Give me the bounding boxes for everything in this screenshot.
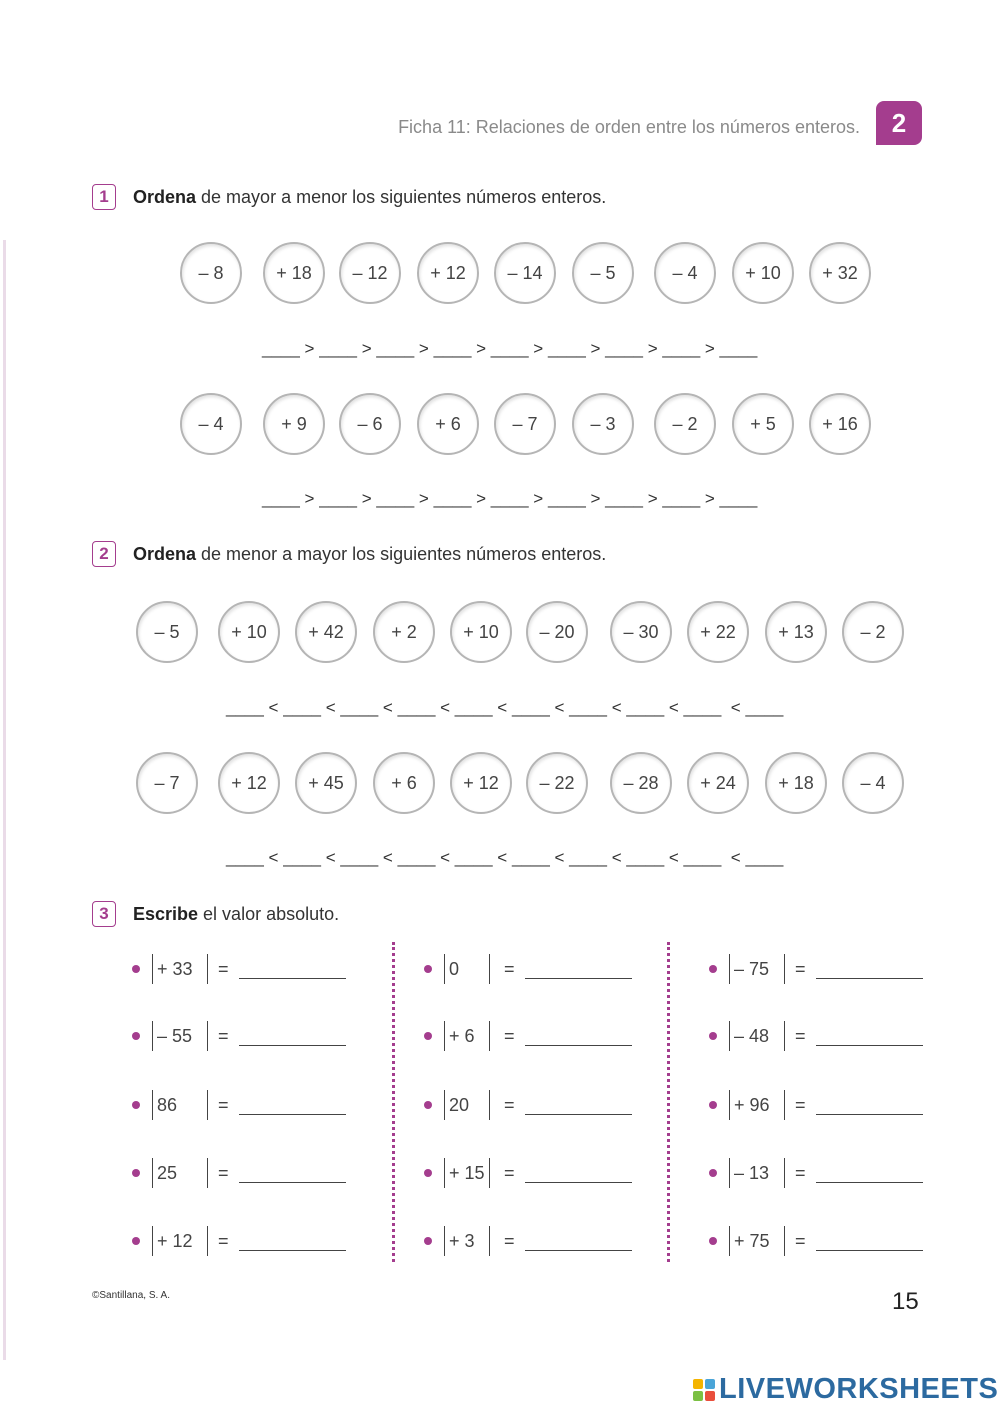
column-divider-1 bbox=[392, 942, 395, 1262]
answer-blank[interactable] bbox=[816, 1027, 923, 1046]
exercise-3-number: 3 bbox=[92, 901, 116, 927]
column-divider-2 bbox=[667, 942, 670, 1262]
exercise-1-number: 1 bbox=[92, 184, 116, 210]
answer-blank[interactable] bbox=[816, 960, 923, 979]
exercise-2-row-1-number-circle[interactable]: + 2 bbox=[373, 601, 435, 663]
bullet-icon bbox=[132, 965, 140, 973]
liveworksheets-logo-icon bbox=[693, 1379, 715, 1401]
equals-sign: = bbox=[504, 1094, 515, 1115]
exercise-1-row-2-number-circle[interactable]: – 4 bbox=[180, 393, 242, 455]
exercise-2-answer-line-1[interactable]: ____ < ____ < ____ < ____ < ____ < ____ < ____ < ____ < ____ < ____ bbox=[226, 698, 784, 717]
equals-sign: = bbox=[795, 1094, 806, 1115]
answer-blank[interactable] bbox=[816, 1232, 923, 1251]
absolute-value-item bbox=[424, 1158, 632, 1188]
answer-blank[interactable] bbox=[239, 960, 346, 979]
bullet-icon bbox=[424, 1169, 432, 1177]
exercise-1-row-1-number-circle[interactable]: + 10 bbox=[732, 242, 794, 304]
exercise-2-row-2-number-circle[interactable]: – 7 bbox=[136, 752, 198, 814]
answer-blank[interactable] bbox=[816, 1164, 923, 1183]
bullet-icon bbox=[424, 1237, 432, 1245]
exercise-2-row-1-number-circle[interactable]: + 10 bbox=[450, 601, 512, 663]
answer-blank[interactable] bbox=[239, 1232, 346, 1251]
absolute-value-expression: 86 bbox=[152, 1090, 208, 1120]
exercise-2-row-1-number-circle[interactable]: – 20 bbox=[526, 601, 588, 663]
equals-sign: = bbox=[504, 1025, 515, 1046]
absolute-value-expression: + 15 bbox=[444, 1158, 490, 1188]
liveworksheets-logo[interactable] bbox=[693, 1373, 998, 1406]
exercise-2-row-1-number-circle[interactable]: – 2 bbox=[842, 601, 904, 663]
answer-blank[interactable] bbox=[525, 1232, 632, 1251]
absolute-value-expression: – 48 bbox=[729, 1021, 785, 1051]
exercise-2-row-1-number-circle[interactable]: + 22 bbox=[687, 601, 749, 663]
exercise-1-answer-line-2[interactable]: ____ > ____ > ____ > ____ > ____ > ____ > ____ > ____ > ____ bbox=[262, 489, 758, 508]
exercise-3-heading bbox=[92, 901, 339, 927]
absolute-value-item bbox=[709, 1158, 923, 1188]
absolute-value-item bbox=[132, 954, 346, 984]
unit-badge: 2 bbox=[876, 101, 922, 145]
absolute-value-item bbox=[424, 1226, 632, 1256]
absolute-value-item bbox=[132, 1226, 346, 1256]
liveworksheets-logo-text: LIVEWORKSHEETS bbox=[719, 1373, 999, 1405]
equals-sign: = bbox=[218, 1025, 229, 1046]
bullet-icon bbox=[424, 1101, 432, 1109]
exercise-2-instruction: de menor a mayor los siguientes números enteros. bbox=[201, 543, 607, 564]
exercise-1-row-1-number-circle[interactable]: + 12 bbox=[417, 242, 479, 304]
absolute-value-expression: + 96 bbox=[729, 1090, 785, 1120]
exercise-2-row-1-number-circle[interactable]: + 10 bbox=[218, 601, 280, 663]
absolute-value-item bbox=[709, 1021, 923, 1051]
bullet-icon bbox=[424, 1032, 432, 1040]
equals-sign: = bbox=[504, 958, 515, 979]
equals-sign: = bbox=[218, 1094, 229, 1115]
exercise-2-row-2-number-circle[interactable]: + 18 bbox=[765, 752, 827, 814]
bullet-icon bbox=[709, 1237, 717, 1245]
exercise-1-row-2-number-circle[interactable]: – 3 bbox=[572, 393, 634, 455]
exercise-2-row-1-number-circle[interactable]: – 5 bbox=[136, 601, 198, 663]
equals-sign: = bbox=[795, 1230, 806, 1251]
bullet-icon bbox=[709, 1101, 717, 1109]
absolute-value-expression: – 75 bbox=[729, 954, 785, 984]
answer-blank[interactable] bbox=[239, 1164, 346, 1183]
exercise-2-row-2-number-circle[interactable]: + 12 bbox=[218, 752, 280, 814]
equals-sign: = bbox=[218, 958, 229, 979]
exercise-3-instruction: el valor absoluto. bbox=[203, 903, 340, 924]
equals-sign: = bbox=[795, 958, 806, 979]
exercise-1-row-2-number-circle[interactable]: + 16 bbox=[809, 393, 871, 455]
exercise-1-instruction: de mayor a menor los siguientes números enteros. bbox=[201, 186, 607, 207]
absolute-value-expression: + 75 bbox=[729, 1226, 785, 1256]
exercise-1-row-1-number-circle[interactable]: – 12 bbox=[339, 242, 401, 304]
exercise-1-row-1-number-circle[interactable]: + 32 bbox=[809, 242, 871, 304]
absolute-value-expression: + 33 bbox=[152, 954, 208, 984]
absolute-value-item bbox=[709, 1090, 923, 1120]
exercise-2-row-2-number-circle[interactable]: + 6 bbox=[373, 752, 435, 814]
exercise-1-row-2-number-circle[interactable]: – 7 bbox=[494, 393, 556, 455]
exercise-2-row-2-number-circle[interactable]: – 22 bbox=[526, 752, 588, 814]
bullet-icon bbox=[709, 1032, 717, 1040]
absolute-value-item bbox=[709, 1226, 923, 1256]
exercise-1-row-1-number-circle[interactable]: – 14 bbox=[494, 242, 556, 304]
equals-sign: = bbox=[218, 1162, 229, 1183]
exercise-1-row-2-number-circle[interactable]: – 6 bbox=[339, 393, 401, 455]
exercise-2-row-2-number-circle[interactable]: – 28 bbox=[610, 752, 672, 814]
bullet-icon bbox=[132, 1032, 140, 1040]
exercise-2-row-2-number-circle[interactable]: + 24 bbox=[687, 752, 749, 814]
exercise-2-row-2-number-circle[interactable]: – 4 bbox=[842, 752, 904, 814]
page-number: 15 bbox=[892, 1288, 919, 1315]
bullet-icon bbox=[709, 1169, 717, 1177]
equals-sign: = bbox=[504, 1230, 515, 1251]
absolute-value-expression: – 55 bbox=[152, 1021, 208, 1051]
equals-sign: = bbox=[795, 1162, 806, 1183]
exercise-2-number: 2 bbox=[92, 541, 116, 567]
answer-blank[interactable] bbox=[525, 1164, 632, 1183]
absolute-value-item bbox=[424, 1021, 632, 1051]
equals-sign: = bbox=[504, 1162, 515, 1183]
exercise-2-heading bbox=[92, 541, 606, 567]
absolute-value-expression: 20 bbox=[444, 1090, 490, 1120]
exercise-3-verb: Escribe bbox=[133, 903, 199, 924]
exercise-1-row-1-number-circle[interactable]: – 4 bbox=[654, 242, 716, 304]
exercise-1-row-2-number-circle[interactable]: + 5 bbox=[732, 393, 794, 455]
exercise-1-row-1-number-circle[interactable]: – 5 bbox=[572, 242, 634, 304]
bullet-icon bbox=[132, 1169, 140, 1177]
absolute-value-item bbox=[132, 1021, 346, 1051]
absolute-value-expression: 0 bbox=[444, 954, 490, 984]
exercise-2-row-1-number-circle[interactable]: + 13 bbox=[765, 601, 827, 663]
absolute-value-item bbox=[424, 1090, 632, 1120]
exercise-2-row-2-number-circle[interactable]: + 45 bbox=[295, 752, 357, 814]
exercise-1-row-1-number-circle[interactable]: + 18 bbox=[263, 242, 325, 304]
answer-blank[interactable] bbox=[816, 1096, 923, 1115]
absolute-value-item bbox=[424, 954, 632, 984]
absolute-value-expression: + 3 bbox=[444, 1226, 490, 1256]
absolute-value-expression: 25 bbox=[152, 1158, 208, 1188]
copyright-notice: ©Santillana, S. A. bbox=[92, 1290, 170, 1301]
exercise-1-row-2-number-circle[interactable]: + 9 bbox=[263, 393, 325, 455]
exercise-2-answer-line-2[interactable]: ____ < ____ < ____ < ____ < ____ < ____ < ____ < ____ < ____ < ____ bbox=[226, 848, 784, 867]
bullet-icon bbox=[424, 965, 432, 973]
exercise-1-answer-line-1[interactable]: ____ > ____ > ____ > ____ > ____ > ____ > ____ > ____ > ____ bbox=[262, 339, 758, 358]
absolute-value-item bbox=[132, 1158, 346, 1188]
exercise-1-row-2-number-circle[interactable]: + 6 bbox=[417, 393, 479, 455]
absolute-value-expression: + 12 bbox=[152, 1226, 208, 1256]
answer-blank[interactable] bbox=[525, 960, 632, 979]
answer-blank[interactable] bbox=[239, 1096, 346, 1115]
page-margin-rule bbox=[3, 240, 6, 1360]
worksheet-title: Ficha 11: Relaciones de orden entre los números enteros. bbox=[398, 117, 860, 137]
exercise-1-row-1-number-circle[interactable]: – 8 bbox=[180, 242, 242, 304]
exercise-2-verb: Ordena bbox=[133, 543, 197, 564]
exercise-2-row-1-number-circle[interactable]: – 30 bbox=[610, 601, 672, 663]
absolute-value-item bbox=[709, 954, 923, 984]
bullet-icon bbox=[132, 1101, 140, 1109]
bullet-icon bbox=[709, 965, 717, 973]
exercise-1-verb: Ordena bbox=[133, 186, 197, 207]
equals-sign: = bbox=[795, 1025, 806, 1046]
answer-blank[interactable] bbox=[239, 1027, 346, 1046]
exercise-2-row-2-number-circle[interactable]: + 12 bbox=[450, 752, 512, 814]
exercise-1-heading bbox=[92, 184, 606, 210]
absolute-value-item bbox=[132, 1090, 346, 1120]
absolute-value-expression: – 13 bbox=[729, 1158, 785, 1188]
absolute-value-expression: + 6 bbox=[444, 1021, 490, 1051]
bullet-icon bbox=[132, 1237, 140, 1245]
exercise-2-row-1-number-circle[interactable]: + 42 bbox=[295, 601, 357, 663]
answer-blank[interactable] bbox=[525, 1027, 632, 1046]
exercise-1-row-2-number-circle[interactable]: – 2 bbox=[654, 393, 716, 455]
equals-sign: = bbox=[218, 1230, 229, 1251]
answer-blank[interactable] bbox=[525, 1096, 632, 1115]
